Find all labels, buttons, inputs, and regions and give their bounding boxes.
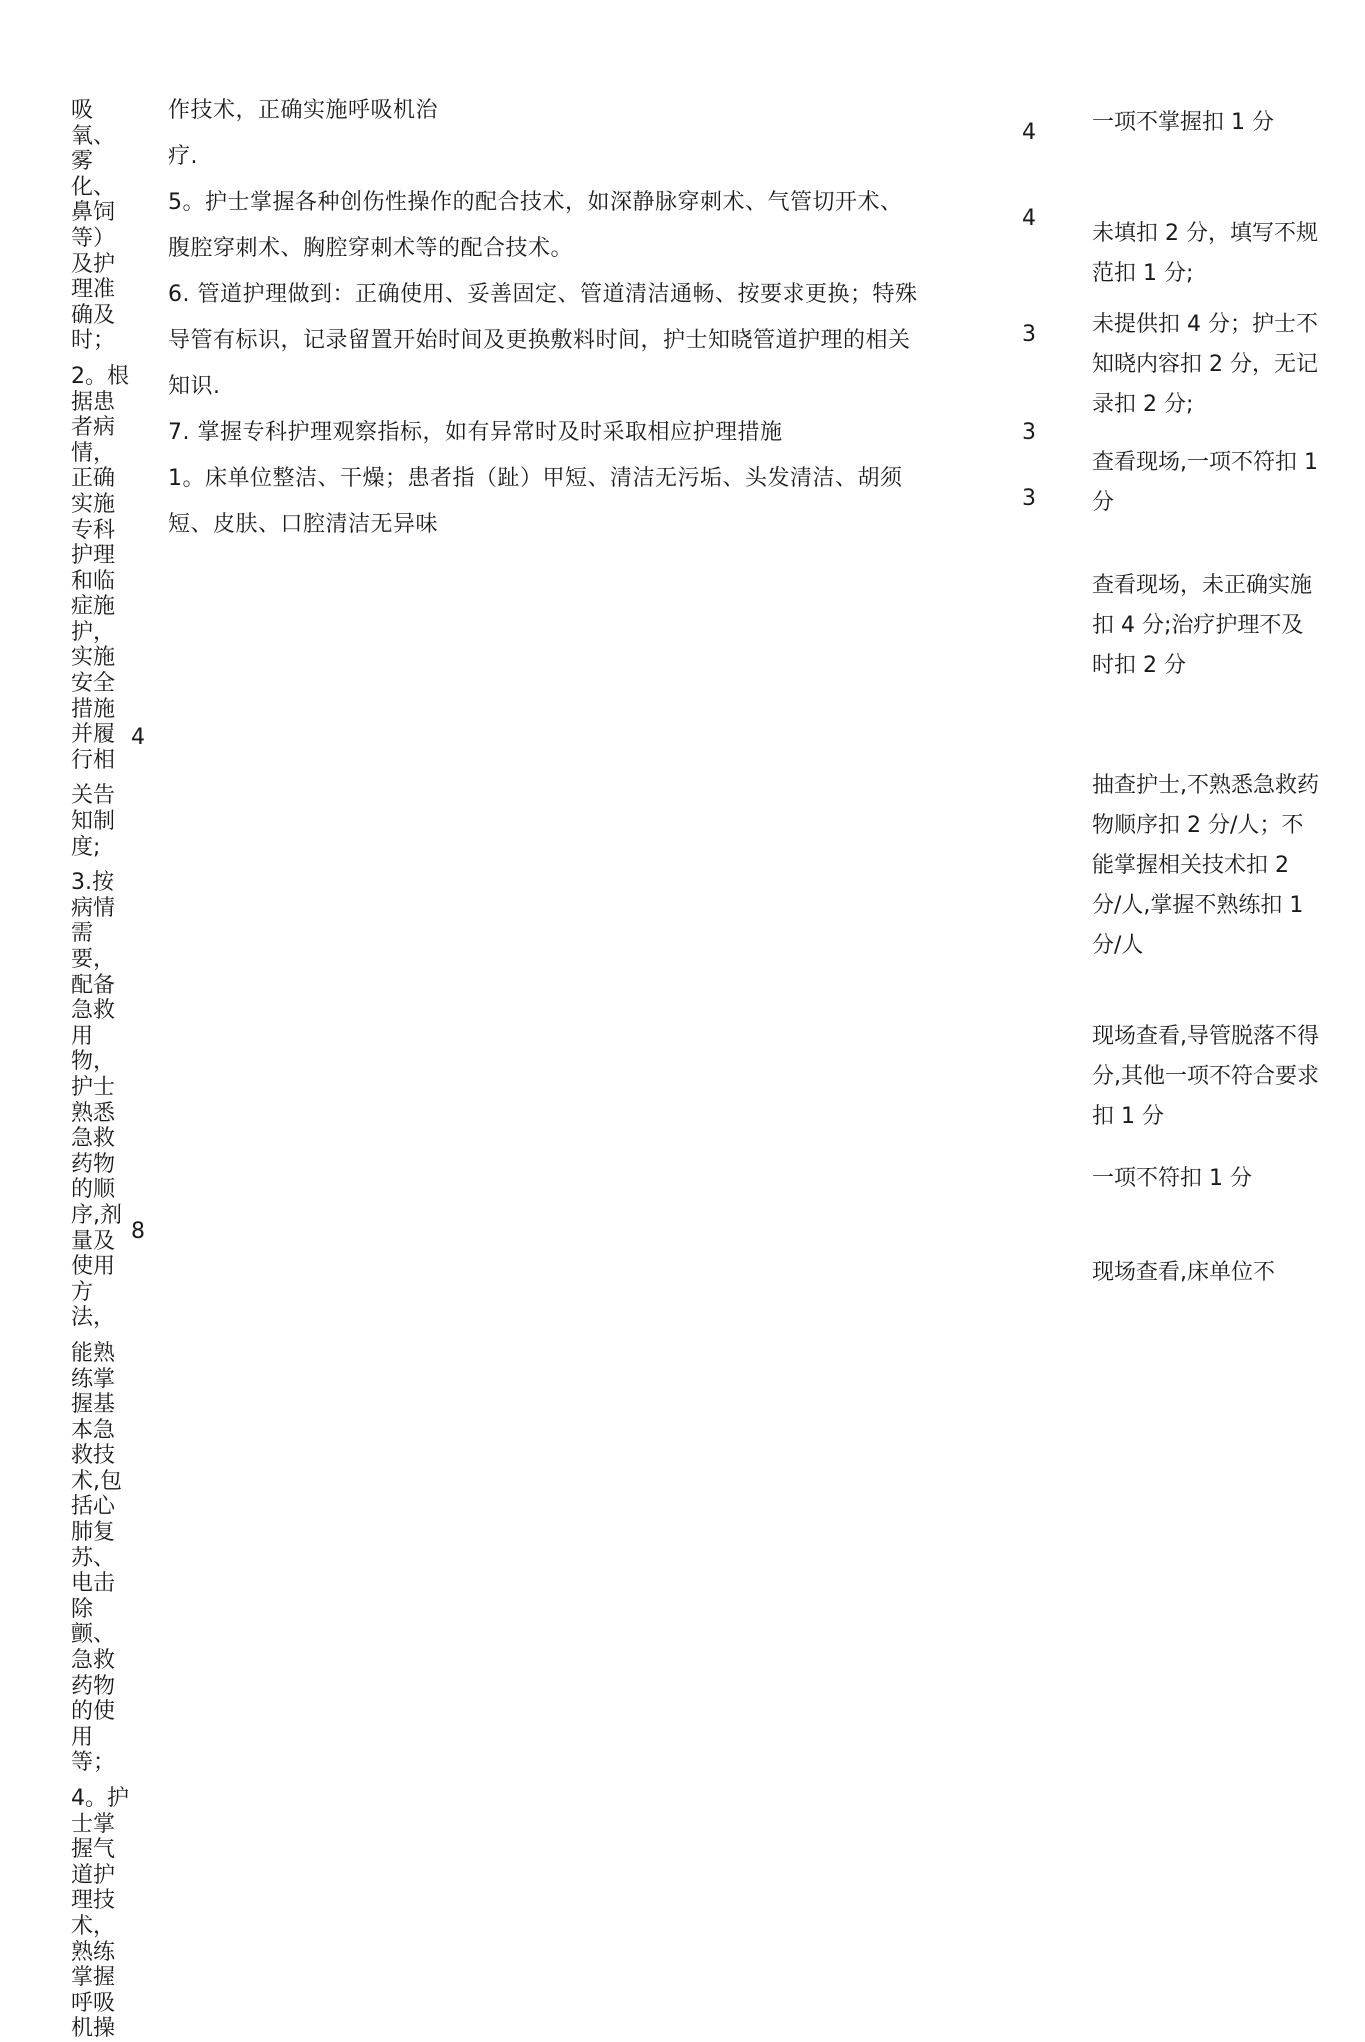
score-value: 3 bbox=[1022, 420, 1036, 445]
deduction-note: 查看现场，未正确实施扣 4 分;治疗护理不及时扣 2 分 bbox=[1092, 573, 1313, 678]
standard-line: 作技术，正确实施呼吸机治 bbox=[168, 98, 439, 123]
standard-line: 5。护士掌握各种创伤性操作的配合技术，如深静脉穿刺术、气管切开术、 bbox=[168, 190, 903, 215]
requirement-score: 4 bbox=[131, 725, 145, 750]
deduction-note: 未提供扣 4 分；护士不知晓内容扣 2 分，无记录扣 2 分; bbox=[1092, 312, 1318, 417]
deduction-note: 抽查护士,不熟悉急救药物顺序扣 2 分/人；不能掌握相关技术扣 2 分/人,掌握不熟练扣 1 分/人 bbox=[1092, 773, 1319, 958]
standard-column bbox=[168, 88, 968, 548]
standard-line: 知识. bbox=[168, 374, 221, 399]
deduction-note: 一项不符扣 1 分 bbox=[1092, 1166, 1252, 1191]
standard-line: 导管有标识，记录留置开始时间及更换敷料时间，护士知晓管道护理的相关 bbox=[168, 328, 911, 353]
standard-line: 疗. bbox=[168, 144, 198, 169]
standard-line: 6. 管道护理做到：正确使用、妥善固定、管道清洁通畅、按要求更换；特殊 bbox=[168, 282, 918, 307]
requirement-item: 3.按病情需要，配备急救用物，护士熟悉急救药物的顺序,剂量及使用方法， bbox=[71, 870, 122, 1331]
standard-line: 腹腔穿刺术、胸腔穿刺术等的配合技术。 bbox=[168, 236, 574, 261]
deduction-note: 未填扣 2 分，填写不规范扣 1 分; bbox=[1092, 221, 1318, 286]
requirement-item: 2。根据患者病情，正确实施专科护理和临症施护，实施安全措施并履行相 bbox=[71, 363, 129, 773]
standard-line: 1。床单位整洁、干燥；患者指（趾）甲短、清洁无污垢、头发清洁、胡须 bbox=[168, 466, 903, 491]
deduction-note: 查看现场,一项不符扣 1 分 bbox=[1092, 450, 1318, 515]
requirement-item: 能熟练掌握基本急救技术,包括心肺复苏、电击除颤、急救药物的使用等； bbox=[71, 1340, 122, 1776]
deduction-note: 一项不掌握扣 1 分 bbox=[1092, 110, 1274, 135]
score-value: 4 bbox=[1022, 120, 1036, 145]
score-value: 3 bbox=[1022, 486, 1036, 511]
standard-line: 7. 掌握专科护理观察指标，如有异常时及时采取相应护理措施 bbox=[168, 420, 783, 445]
requirement-item: 关告知制度; bbox=[71, 783, 116, 860]
score-value: 4 bbox=[1022, 206, 1036, 231]
requirement-item: 吸氧、雾化、鼻饲等）及护理准确及时； bbox=[71, 98, 116, 354]
requirement-column bbox=[71, 98, 129, 2042]
score-value: 3 bbox=[1022, 322, 1036, 347]
requirement-score: 8 bbox=[131, 1219, 145, 1244]
standard-line: 短、皮肤、口腔清洁无异味 bbox=[168, 512, 439, 537]
deduction-note: 现场查看,导管脱落不得分,其他一项不符合要求扣 1 分 bbox=[1092, 1024, 1319, 1129]
requirement-item: 4。护士掌握气道护理技术，熟练掌握呼吸机操 bbox=[71, 1786, 129, 2042]
deduction-note: 现场查看,床单位不 bbox=[1092, 1260, 1275, 1285]
